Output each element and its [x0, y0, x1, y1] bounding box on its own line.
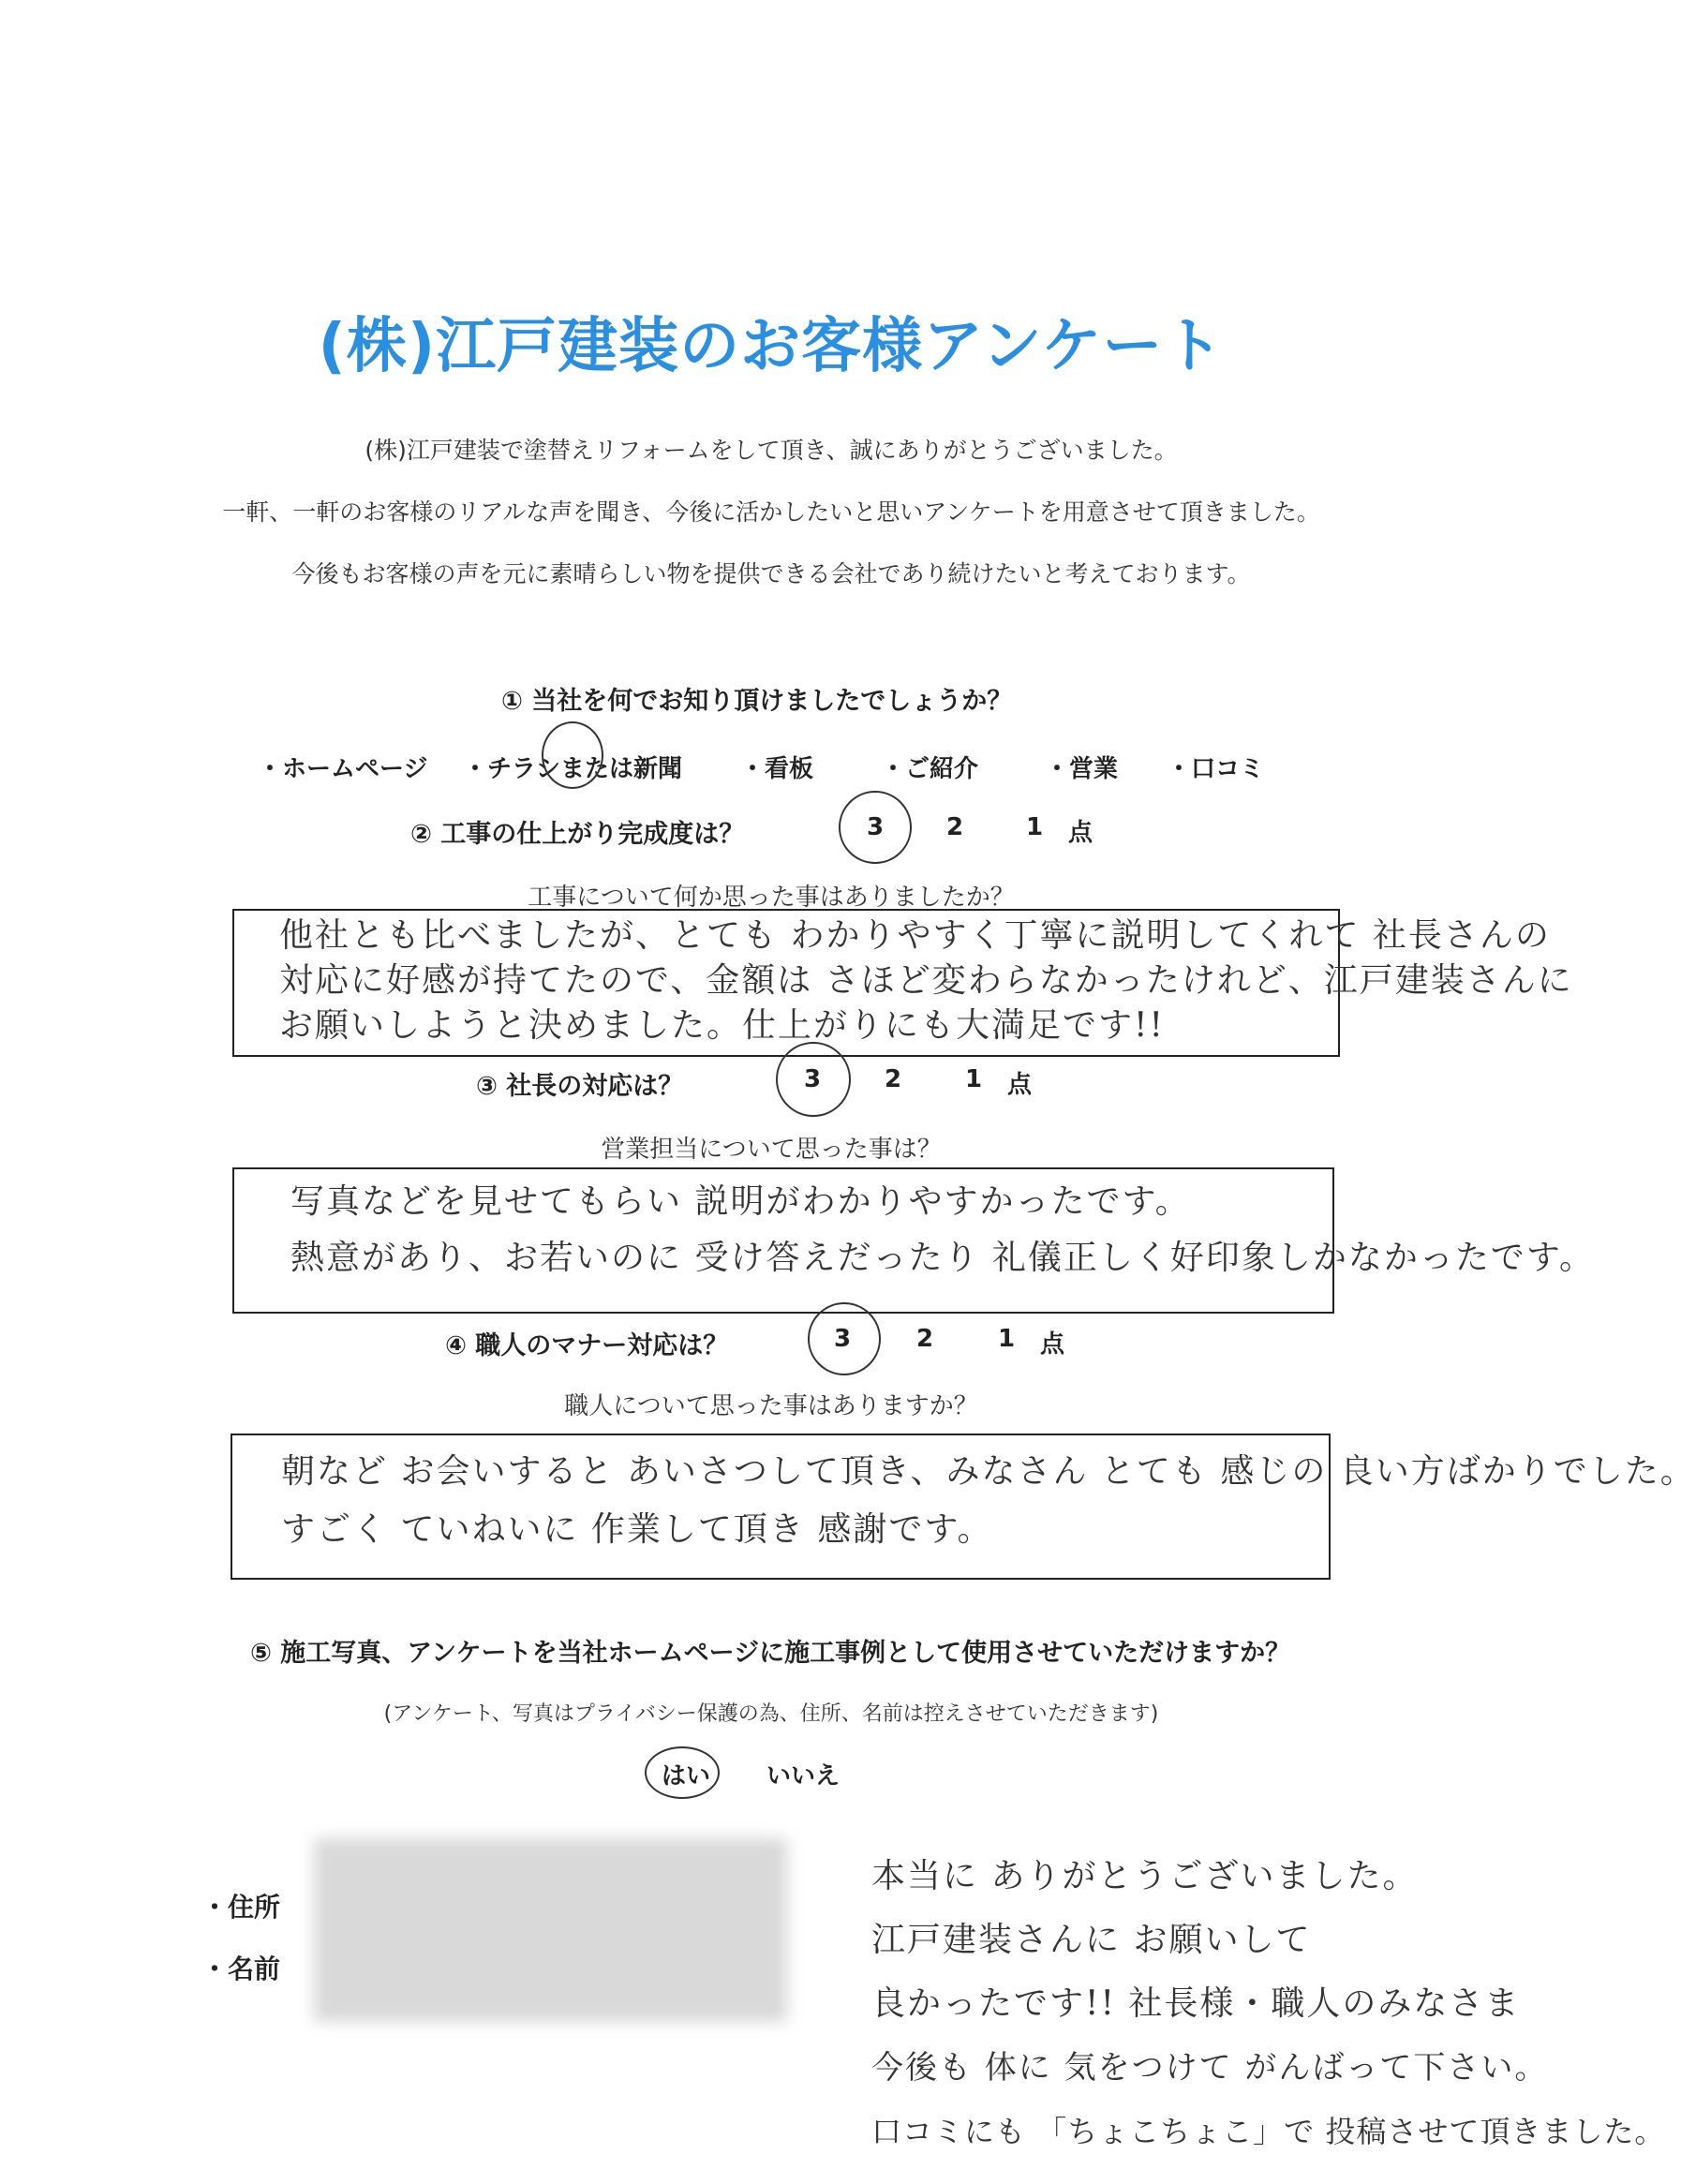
handwritten-line: 朝など お会いすると あいさつして頂き、みなさん とても 感じの 良い方ばかりでした。	[281, 1452, 1696, 1491]
q4-score-2[interactable]: 2	[916, 1325, 934, 1353]
q3-score-3[interactable]: 3	[804, 1065, 822, 1093]
question-1: ① 当社を何でお知り頂けましたでしょうか？	[501, 687, 1013, 716]
closing-message-line: 江戸建装さんに お願いして	[871, 1921, 1312, 1959]
handwritten-line: すごく ていねいに 作業して頂き 感謝です。	[281, 1510, 993, 1549]
q4-prompt: 職人について思った事はありますか？	[564, 1392, 978, 1420]
selected-mark-circle	[542, 721, 603, 789]
closing-message-line: 良かったです!! 社長様・職人のみなさま	[871, 1984, 1521, 2023]
page-title: (株)江戸建装のお客様アンケート	[318, 312, 1225, 381]
q4-score-1[interactable]: 1	[998, 1325, 1016, 1353]
address-label: ・住所	[201, 1892, 281, 1923]
intro-line-2: 一軒、一軒のお客様のリアルな声を聞き、今後に活かしたいと思いアンケートを用意させて頂きました。	[222, 498, 1320, 526]
q2-score-2[interactable]: 2	[946, 813, 964, 841]
q2-score-unit: 点	[1068, 819, 1093, 847]
q5-note: (アンケート、写真はプライバシー保護の為、住所、名前は控えさせていただきます)	[383, 1702, 1159, 1726]
closing-message-line: 本当に ありがとうございました。	[871, 1857, 1419, 1895]
handwritten-line: 他社とも比べましたが、とても わかりやすく丁寧に説明してくれて 社長さんの	[279, 916, 1551, 955]
q3-score-unit: 点	[1007, 1071, 1033, 1099]
question-4: ④ 職人のマナー対応は？	[445, 1331, 729, 1360]
handwritten-line: 対応に好感が持てたので、金額は さほど変わらなかったけれど、江戸建装さんに	[279, 961, 1573, 1000]
q4-score-unit: 点	[1040, 1330, 1065, 1359]
q2-score-1[interactable]: 1	[1026, 813, 1044, 841]
q2-prompt: 工事について何か思った事はありましたか？	[528, 884, 1015, 912]
closing-message-line: 今後も 体に 気をつけて がんばって下さい。	[871, 2049, 1549, 2087]
closing-message-line: 口コミにも 「ちょこちょこ」で 投稿させて頂きました。	[871, 2114, 1666, 2149]
q1-option-signboard[interactable]: ・看板	[740, 755, 814, 783]
q1-option-referral[interactable]: ・ご紹介	[881, 755, 979, 783]
q2-answer-box	[232, 909, 1573, 1057]
intro-line-1: (株)江戸建装で塗替えリフォームをして頂き、誠にありがとうございました。	[364, 437, 1178, 464]
q5-no[interactable]: いいえ	[766, 1762, 841, 1790]
question-5: ⑤ 施工写真、アンケートを当社ホームページに施工事例として使用させていただけますか？	[250, 1639, 1291, 1668]
q3-score-1[interactable]: 1	[965, 1065, 983, 1093]
q3-prompt: 営業担当について思った事は？	[601, 1136, 942, 1164]
name-label: ・名前	[201, 1954, 281, 1984]
q3-answer-box	[232, 1167, 1596, 1314]
q1-option-sales[interactable]: ・営業	[1045, 755, 1119, 783]
question-2: ② 工事の仕上がり完成度は？	[410, 820, 745, 849]
intro-line-3: 今後もお客様の声を元に素晴らしい物を提供できる会社であり続けたいと考えております。	[291, 560, 1251, 587]
redacted-personal-info	[314, 1838, 787, 2022]
q3-score-2[interactable]: 2	[885, 1065, 902, 1093]
q1-option-homepage[interactable]: ・ホームページ	[258, 755, 428, 783]
q1-option-flyer-newspaper[interactable]: ・チラシまたは新聞	[463, 755, 683, 783]
handwritten-line: 熱意があり、お若いのに 受け答えだったり 礼儀正しく好印象しかなかったです。	[290, 1239, 1596, 1277]
q5-yes[interactable]: はい	[662, 1762, 711, 1790]
q1-option-word-of-mouth[interactable]: ・口コミ	[1167, 755, 1265, 783]
handwritten-line: 写真などを見せてもらい 説明がわかりやすかったです。	[290, 1182, 1191, 1221]
handwritten-line: お願いしようと決めました。仕上がりにも大満足です!!	[279, 1006, 1165, 1045]
question-3: ③ 社長の対応は？	[476, 1072, 684, 1101]
q4-score-3[interactable]: 3	[834, 1325, 852, 1353]
q2-score-3[interactable]: 3	[867, 813, 885, 841]
q4-answer-box	[231, 1434, 1696, 1580]
